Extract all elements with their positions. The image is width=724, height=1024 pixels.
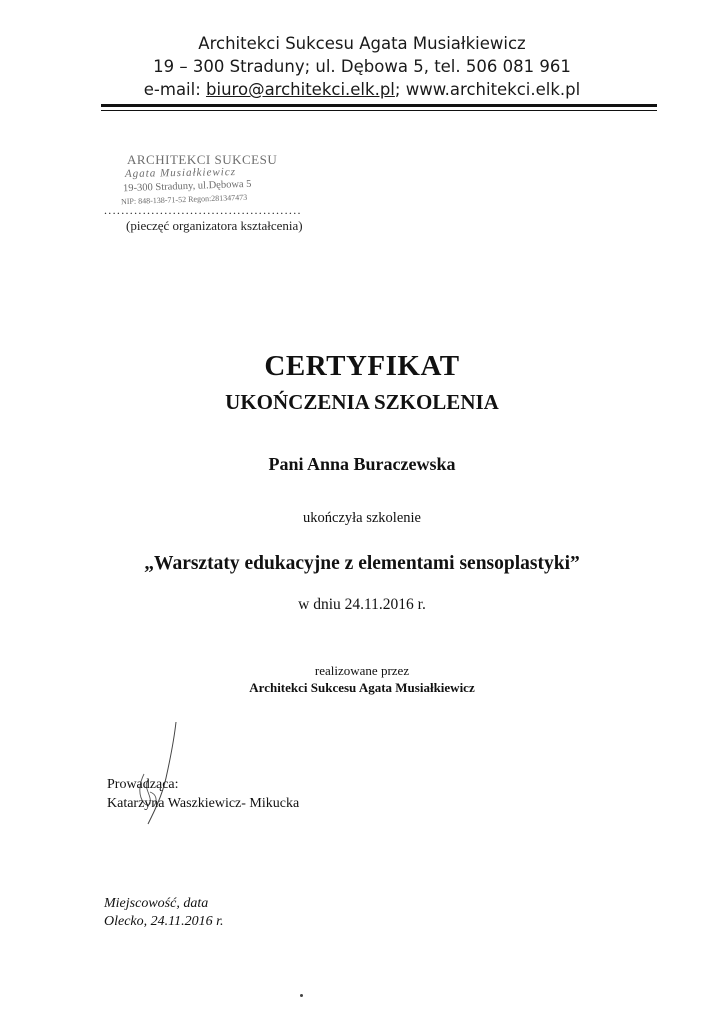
email-link[interactable]: biuro@architekci.elk.pl [206, 80, 395, 99]
stamp-line-3: 19-300 Straduny, ul.Dębowa 5 [122, 178, 252, 195]
completed-text: ukończyła szkolenie [303, 510, 421, 526]
course-name: „Warsztaty edukacyjne z elementami sensoplastyki” [144, 553, 580, 574]
letterhead [0, 32, 724, 101]
scan-speck [300, 994, 303, 997]
handwritten-signature [110, 720, 200, 830]
organizer-name: Architekci Sukcesu Agata Musiałkiewicz [249, 680, 475, 695]
letterhead-company: Architekci Sukcesu Agata Musiałkiewicz [198, 34, 526, 53]
contact-separator: ; [394, 80, 406, 99]
website-link[interactable]: www.architekci.elk.pl [405, 80, 581, 99]
letterhead-rule-thick [101, 104, 657, 107]
stamp-line-4: NIP: 848-138-71-52 Regon:281347473 [120, 192, 248, 207]
stamp-line-1: ARCHITEKCI SUKCESU [127, 152, 278, 167]
place-date-value: Olecko, 24.11.2016 r. [104, 914, 224, 929]
certificate-title: CERTYFIKAT [264, 350, 460, 382]
certificate-subtitle: UKOŃCZENIA SZKOLENIA [225, 390, 499, 414]
course-date: w dniu 24.11.2016 r. [298, 596, 426, 613]
recipient-name: Pani Anna Buraczewska [268, 454, 456, 474]
leader-name: Katarzyna Waszkiewicz- Mikucka [107, 796, 300, 811]
stamp-caption: (pieczęć organizatora kształcenia) [126, 218, 303, 233]
letterhead-rule-thin [101, 110, 657, 111]
place-date-label: Miejscowość, data [104, 896, 209, 911]
stamp-dotted-line: .............................................. [104, 203, 302, 217]
stamp-line-2: Agata Musiałkiewicz [124, 166, 237, 180]
letterhead-address: 19 – 300 Straduny; ul. Dębowa 5, tel. 506 081 961 [153, 57, 571, 76]
email-prefix: e-mail: [143, 80, 207, 99]
leader-label: Prowadząca: [107, 777, 179, 792]
letterhead-contact [0, 78, 724, 101]
realized-by-text: realizowane przez [314, 663, 410, 678]
